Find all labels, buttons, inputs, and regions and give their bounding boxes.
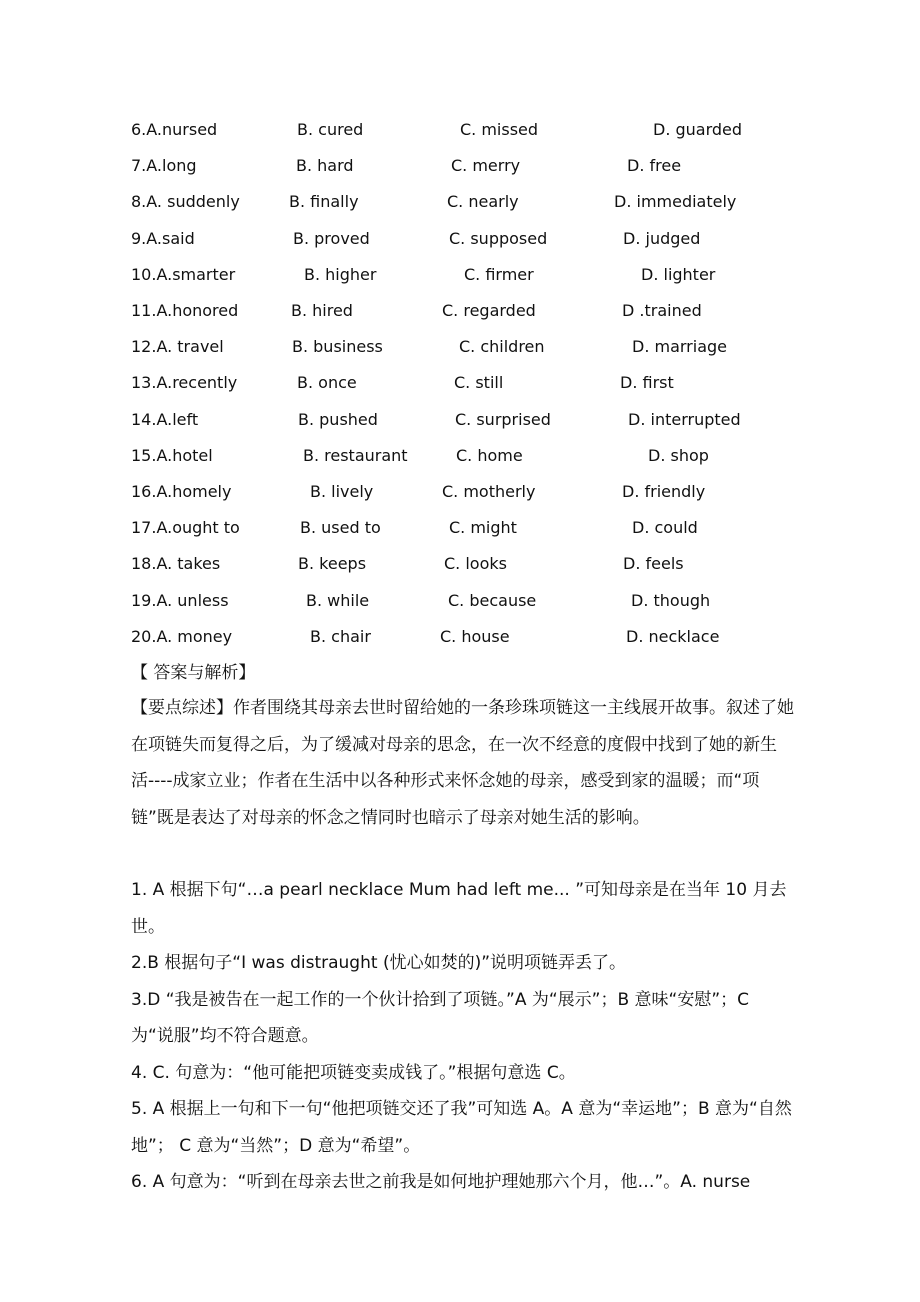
option-row [0,619,920,655]
option-b: B. hard [296,156,354,176]
option-a: 6.A.nursed [131,120,218,139]
option-a: 14.A.left [131,409,199,429]
option-b: B. chair [310,626,371,646]
option-a: 11.A.honored [131,301,239,320]
option-row [0,221,920,257]
option-b: B. cured [297,120,364,139]
option-a: 9.A.said [131,228,195,248]
explanation-item: 5. A 根据上一句和下一句“他把项链交还了我”可知选 A。A 意为“幸运地”；B 意为“自然地”； C 意为“当然”；D 意为“希望”。 [131,1099,792,1156]
option-a: 12.A. travel [131,337,224,357]
explanation-item: 1. A 根据下句“…a pearl necklace Mum had left me... ”可知母亲是在当年 10 月去世。 [131,880,787,937]
option-row [0,293,920,329]
option-c: C. still [454,373,504,393]
option-a: 20.A. money [131,626,233,646]
summary-paragraph [131,690,795,836]
option-b: B. lively [310,482,374,501]
option-c: C. supposed [449,228,548,248]
explanations-list [131,872,795,1201]
option-b: B. proved [293,228,370,248]
option-row [0,402,920,438]
option-c: C. regarded [442,301,536,320]
option-row [0,112,920,148]
option-row [0,510,920,546]
option-row [0,329,920,365]
option-c: C. motherly [442,482,536,501]
option-a: 15.A.hotel [131,445,213,465]
option-b: B. business [292,337,383,357]
option-a: 17.A.ought to [131,518,240,538]
option-c: C. home [456,445,523,465]
option-b: B. used to [300,518,381,538]
option-a: 18.A. takes [131,554,221,574]
option-d: D. marriage [632,337,728,357]
option-d: D. judged [623,228,701,248]
option-b: B. higher [304,264,377,284]
summary-text: 【要点综述】作者围绕其母亲去世时留给她的一条珍珠项链这一主线展开故事。叙述了她在项链失而复得之后，为了缓减对母亲的思念，在一次不经意的度假中找到了她的新生活----成家立业；作者在生活中以各种形式来怀念她的母亲，感受到家的温暖；而“项链”既是表达了对母亲的怀念之情同时也暗示了母亲对她生活的影响。 [131,698,794,828]
option-b: B. keeps [298,554,367,574]
option-b: B. once [297,373,357,393]
option-c: C. house [440,626,510,646]
option-d: D. feels [623,554,684,574]
option-d: D. interrupted [628,409,741,429]
option-row [0,365,920,401]
option-row [0,546,920,582]
option-c: C. because [448,590,537,610]
option-c: C. surprised [455,409,551,429]
explanation-item: 6. A 句意为：“听到在母亲去世之前我是如何地护理她那六个月，他…”。A. nurse [131,1172,751,1192]
option-a: 19.A. unless [131,590,229,610]
option-row [0,438,920,474]
option-a: 7.A.long [131,156,197,176]
option-b: B. hired [291,301,353,320]
option-d: D. lighter [641,264,716,284]
option-row [0,184,920,220]
option-c: C. merry [451,156,521,176]
option-c: C. looks [444,554,507,574]
option-d: D. free [627,156,682,176]
option-row [0,148,920,184]
answer-heading: 【 答案与解析】 [131,663,256,683]
option-b: B. pushed [298,409,378,429]
option-d: D. immediately [614,192,737,212]
option-d: D .trained [622,301,702,320]
option-d: D. friendly [622,482,706,501]
option-d: D. guarded [653,120,743,139]
option-row [0,583,920,619]
option-c: C. missed [460,120,539,139]
option-d: D. shop [648,445,709,465]
option-row [0,257,920,293]
option-d: D. could [632,518,698,538]
option-c: C. firmer [464,264,534,284]
option-a: 13.A.recently [131,373,238,393]
option-a: 16.A.homely [131,482,232,501]
option-b: B. while [306,590,370,610]
option-c: C. might [449,518,517,538]
option-row [0,474,920,510]
option-d: D. though [631,590,711,610]
option-c: C. children [459,337,545,357]
explanation-item: 4. C. 句意为：“他可能把项链变卖成钱了。”根据句意选 C。 [131,1062,576,1083]
option-b: B. finally [289,192,359,212]
explanation-item: 3.D “我是被告在一起工作的一个伙计拾到了项链。”A 为“展示”；B 意味“安慰”；C 为“说服”均不符合题意。 [131,989,750,1046]
option-b: B. restaurant [303,445,408,465]
option-d: D. necklace [626,626,720,646]
option-a: 10.A.smarter [131,264,236,284]
explanation-item: 2.B 根据句子“I was distraught (忧心如焚的)”说明项链弄丢了。 [131,953,627,973]
option-a: 8.A. suddenly [131,192,240,212]
option-d: D. first [620,373,674,393]
option-c: C. nearly [447,192,519,212]
